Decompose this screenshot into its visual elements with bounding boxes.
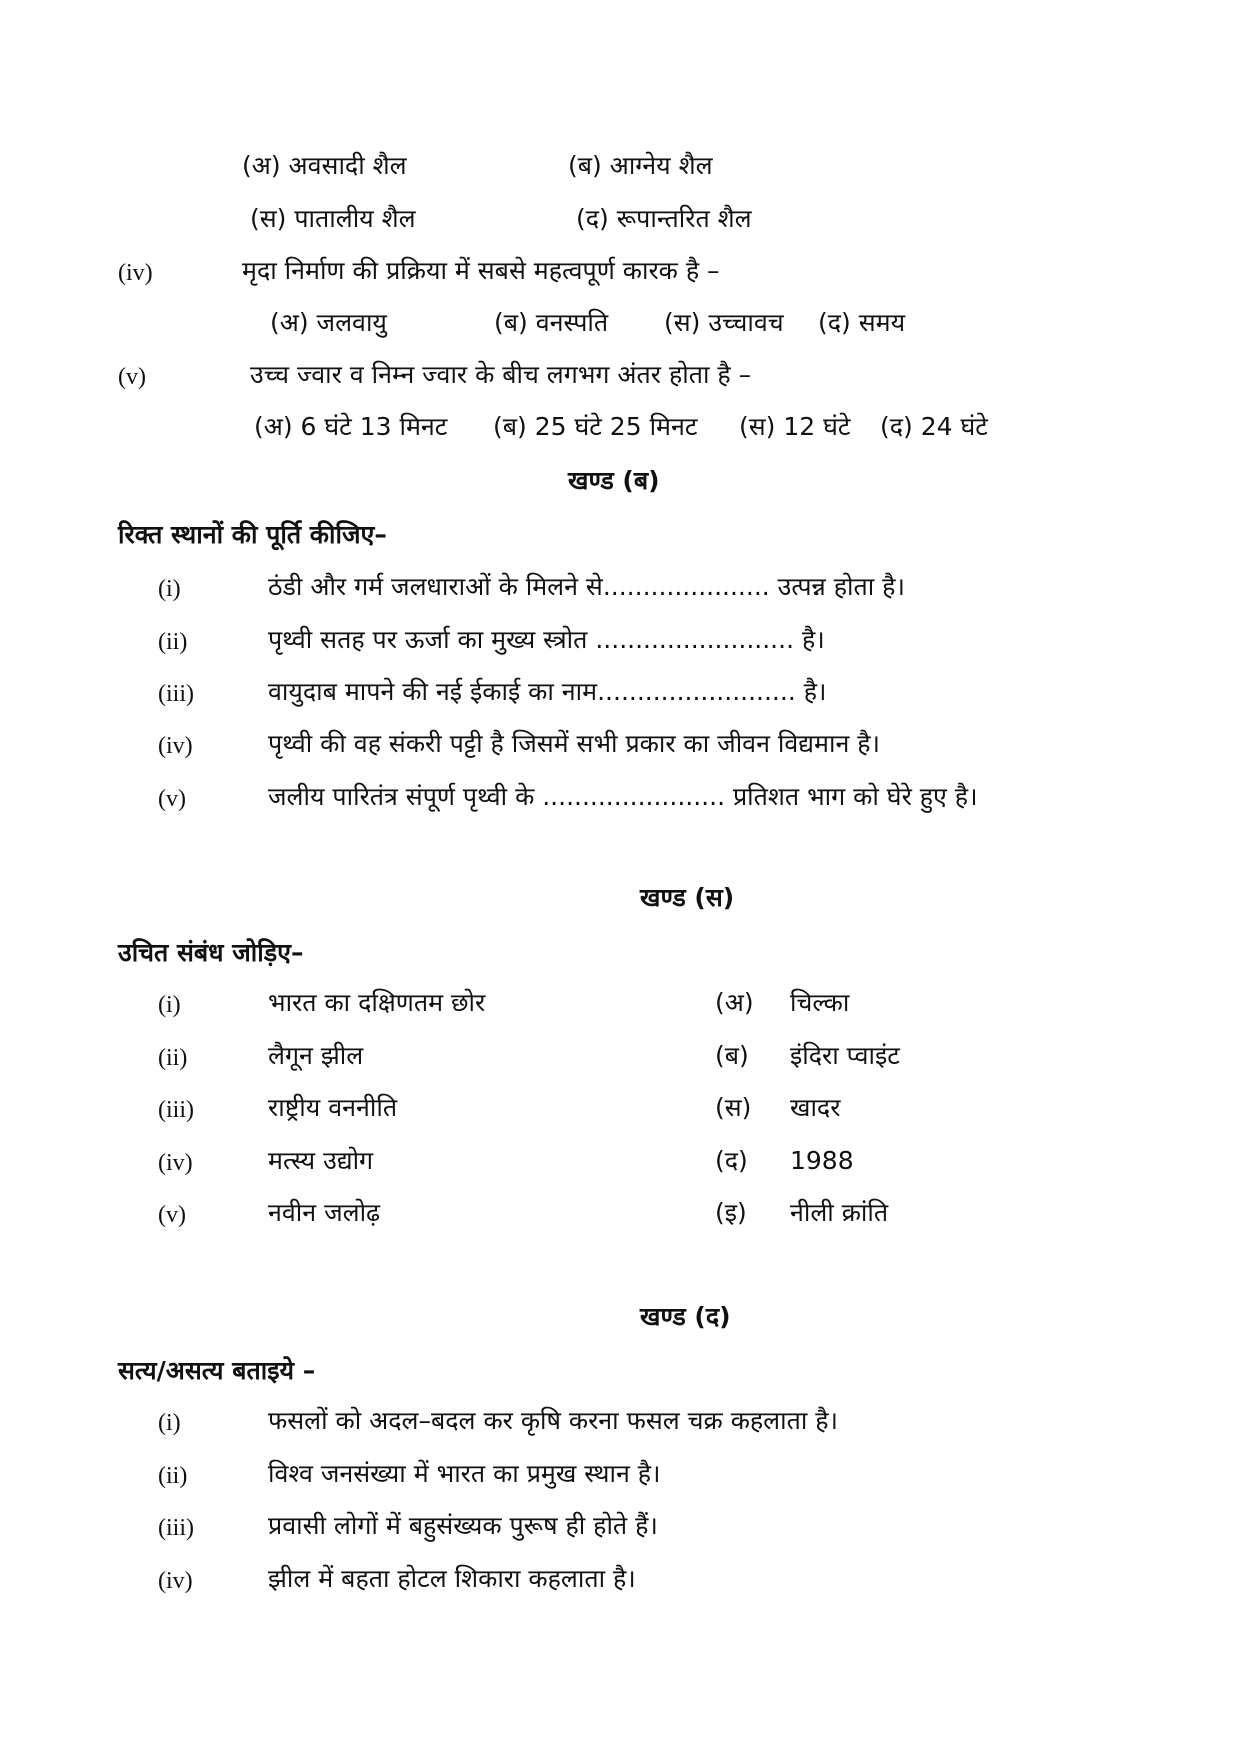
match-row-left: लैगून झील <box>268 1041 364 1070</box>
section-b-title: खण्ड (ब) <box>568 466 660 495</box>
match-row-key: (अ) <box>715 988 754 1017</box>
match-row-number: (ii) <box>158 1045 188 1071</box>
q3-option-a: (अ) अवसादी शैल <box>242 151 407 180</box>
section-b-item-number: (ii) <box>158 629 188 655</box>
section-b-item-text: पृथ्वी सतह पर ऊर्जा का मुख्य स्त्रोत ......................... है। <box>268 625 825 654</box>
match-row-number: (i) <box>158 992 181 1018</box>
q5-option-b: (ब) 25 घंटे 25 मिनट <box>493 412 698 441</box>
section-c-instruction: उचित संबंध जोड़िए– <box>118 938 304 967</box>
match-row-right: चिल्का <box>790 988 850 1017</box>
match-row-right: नीली क्रांति <box>790 1198 889 1227</box>
match-row-left: नवीन जलोढ़ <box>268 1198 381 1227</box>
q4-option-b: (ब) वनस्पति <box>494 308 609 337</box>
q4-text: मृदा निर्माण की प्रक्रिया में सबसे महत्वपूर्ण कारक है – <box>242 256 720 285</box>
match-row-left: राष्ट्रीय वननीति <box>268 1093 398 1122</box>
match-row-number: (iv) <box>158 1150 193 1176</box>
section-d-instruction: सत्य/असत्य बताइये – <box>118 1356 316 1385</box>
section-b-instruction: रिक्त स्थानों की पूर्ति कीजिए– <box>118 520 387 549</box>
match-row-key: (इ) <box>715 1198 747 1227</box>
q4-option-c: (स) उच्चावच <box>664 308 784 337</box>
q4-number: (iv) <box>118 260 153 286</box>
match-row-right: इंदिरा प्वाइंट <box>790 1041 900 1070</box>
q3-option-c: (स) पातालीय शैल <box>250 204 416 233</box>
section-d-item-text: फसलों को अदल–बदल कर कृषि करना फसल चक्र कहलाता है। <box>268 1406 839 1435</box>
match-row-right: 1988 <box>790 1146 854 1175</box>
section-d-item-text: विश्व जनसंख्या में भारत का प्रमुख स्थान है। <box>268 1459 661 1488</box>
section-b-item-number: (i) <box>158 576 181 602</box>
q5-option-c: (स) 12 घंटे <box>739 412 851 441</box>
match-row-key: (ब) <box>715 1041 749 1070</box>
section-b-item-text: वायुदाब मापने की नई ईकाई का नाम......................... है। <box>268 677 827 706</box>
section-d-title: खण्ड (द) <box>640 1302 731 1331</box>
match-row-number: (iii) <box>158 1097 194 1123</box>
q3-option-d: (द) रूपान्तरित शैल <box>576 204 752 233</box>
q5-text: उच्च ज्वार व निम्न ज्वार के बीच लगभग अंतर होता है – <box>250 360 752 389</box>
q4-option-a: (अ) जलवायु <box>270 308 387 337</box>
match-row-key: (द) <box>715 1146 748 1175</box>
match-row-key: (स) <box>715 1093 752 1122</box>
section-d-item-text: झील में बहता होटल शिकारा कहलाता है। <box>268 1564 636 1593</box>
section-b-item-text: ठंडी और गर्म जलधाराओं के मिलने से..................... उत्पन्न होता है। <box>268 572 905 601</box>
q4-option-d: (द) समय <box>818 308 906 337</box>
q3-option-b: (ब) आग्नेय शैल <box>568 151 713 180</box>
section-b-item-number: (iv) <box>158 733 193 759</box>
section-d-item-number: (iv) <box>158 1568 193 1594</box>
section-d-item-text: प्रवासी लोगों में बहुसंख्यक पुरूष ही होते हैं। <box>268 1511 658 1540</box>
q5-option-a: (अ) 6 घंटे 13 मिनट <box>254 412 448 441</box>
section-b-item-number: (v) <box>158 786 186 812</box>
q5-option-d: (द) 24 घंटे <box>880 412 988 441</box>
section-b-item-text: पृथ्वी की वह संकरी पट्टी है जिसमें सभी प्रकार का जीवन विद्यमान है। <box>268 729 881 758</box>
section-b-item-text: जलीय पारितंत्र संपूर्ण पृथ्वी के ....................... प्रतिशत भाग को घेरे हुए है। <box>268 782 978 811</box>
match-row-right: खादर <box>790 1093 841 1122</box>
match-row-number: (v) <box>158 1202 186 1228</box>
section-d-item-number: (i) <box>158 1410 181 1436</box>
match-row-left: मत्स्य उद्योग <box>268 1146 374 1175</box>
section-d-item-number: (ii) <box>158 1463 188 1489</box>
section-c-title: खण्ड (स) <box>640 883 735 912</box>
match-row-left: भारत का दक्षिणतम छोर <box>268 988 486 1017</box>
q5-number: (v) <box>118 364 146 390</box>
section-d-item-number: (iii) <box>158 1515 194 1541</box>
section-b-item-number: (iii) <box>158 681 194 707</box>
